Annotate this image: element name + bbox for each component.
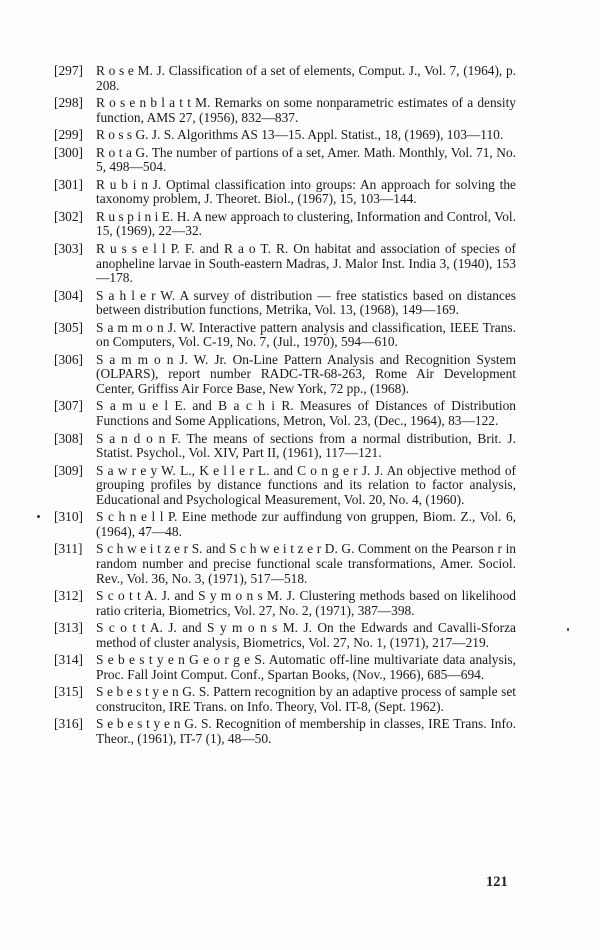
reference-number: [307]: [54, 398, 84, 414]
reference-number: [302]: [54, 208, 84, 224]
reference-number: [305]: [54, 319, 84, 335]
scan-speck: [37, 515, 40, 518]
reference-number: [303]: [54, 241, 84, 257]
reference-text: S c h w e i t z e r S. and S c h w e i t z e r D. G. Comment on the Pearson r in random number and precise functional scale transformations, Amer. Sociol. Rev., Vol. 36, No. 3, (1971), 517—518.: [96, 541, 516, 586]
reference-entry: [54, 210, 516, 239]
reference-text: S a m m o n J. W. Jr. On-Line Pattern Analysis and Recognition System (OLPARS), report number RADC-TR-68-263, Rome Air Development Center, Griffiss Air Force Base, New York, 72 pp., (1968).: [96, 351, 516, 396]
reference-number: [316]: [54, 716, 84, 732]
reference-text: S e b e s t y e n G. S. Pattern recognition by an adaptive process of sample set construciton, IRE Trans. on Info. Theory, Vol. IT-8, (Sept. 1962).: [96, 684, 516, 714]
reference-entry: [54, 289, 516, 318]
reference-entry: [54, 96, 516, 125]
reference-entry: [54, 399, 516, 428]
reference-entry: [54, 146, 516, 175]
reference-text: R o t a G. The number of partions of a set, Amer. Math. Monthly, Vol. 71, No. 5, 498—504.: [96, 144, 516, 175]
reference-number: [300]: [54, 144, 84, 160]
reference-text: S a w r e y W. L., K e l l e r L. and C o n g e r J. J. An objective method of grouping profiles by distance functions and its relation to factor analysis, Educational and Psychological Measurement, Vol. 20, No. 4, (1960).: [96, 462, 516, 507]
reference-text: S e b e s t y e n G e o r g e S. Automatic off-line multivariate data analysis, Proc. Fall Joint Comput. Conf., Spartan Books, (Nov., 1966), 685—694.: [96, 652, 516, 682]
reference-number: [297]: [54, 63, 84, 78]
reference-text: R o s e n b l a t t M. Remarks on some nonparametric estimates of a density function, AMS 27, (1956), 832—837.: [96, 95, 516, 125]
reference-number: [315]: [54, 684, 84, 700]
page-number: 121: [486, 874, 508, 890]
reference-text: S e b e s t y e n G. S. Recognition of membership in classes, IRE Trans. Info. Theor., (1961), IT-7 (1), 48—50.: [96, 716, 516, 746]
reference-text: R u b i n J. Optimal classification into groups: An approach for solving the taxonomy problem, J. Theoret. Biol., (1967), 15, 103—144.: [96, 176, 516, 207]
reference-entry: [54, 685, 516, 714]
reference-entry: [54, 321, 516, 350]
reference-text: S c o t t A. J. and S y m o n s M. J. On the Edwards and Cavalli-Sforza method of cluster analysis, Biometrics, Vol. 27, No. 1, (1971), 217—219.: [96, 620, 516, 650]
reference-text: S c h n e l l P. Eine methode zur auffindung von gruppen, Biom. Z., Vol. 6, (1964), 47—48.: [96, 509, 516, 539]
reference-number: [299]: [54, 127, 84, 143]
reference-number: [313]: [54, 620, 84, 636]
reference-text: S a n d o n F. The means of sections from a normal distribution, Brit. J. Statist. Psychol., Vol. XIV, Part II, (1961), 117—121.: [96, 430, 516, 461]
reference-number: [304]: [54, 287, 84, 303]
reference-text: R u s s e l l P. F. and R a o T. R. On habitat and association of species of anopheline larvae in South-eastern Madras, J. Malor Inst. India 3, (1940), 153—178.: [96, 241, 516, 286]
reference-number: [312]: [54, 588, 84, 604]
reference-number: [310]: [54, 509, 84, 525]
reference-text: R o s s G. J. S. Algorithms AS 13—15. Appl. Statist., 18, (1969), 103—110.: [96, 127, 504, 143]
reference-list: [54, 64, 516, 750]
reference-entry: [54, 128, 516, 143]
reference-entry: [54, 64, 516, 93]
reference-entry: [54, 353, 516, 397]
reference-number: [311]: [54, 541, 83, 557]
reference-number: [314]: [54, 652, 84, 668]
reference-entry: [54, 242, 516, 286]
reference-entry: [54, 542, 516, 586]
reference-entry: [54, 589, 516, 618]
reference-entry: [54, 510, 516, 539]
reference-number: [306]: [54, 351, 84, 367]
reference-number: [309]: [54, 462, 84, 478]
reference-text: S a m u e l E. and B a c h i R. Measures of Distances of Distribution Functions and Some Applications, Metron, Vol. 23, (Dec., 1964), 83—122.: [96, 398, 516, 429]
reference-text: S a h l e r W. A survey of distribution — free statistics based on distances between distribution functions, Metrika, Vol. 13, (1968), 149—169.: [96, 287, 516, 318]
reference-number: [301]: [54, 176, 84, 192]
reference-text: R u s p i n i E. H. A new approach to clustering, Information and Control, Vol. 15, (1969), 22—32.: [96, 208, 516, 239]
reference-entry: [54, 717, 516, 746]
reference-number: [298]: [54, 95, 84, 111]
reference-text: S c o t t A. J. and S y m o n s M. J. Clustering methods based on likelihood ratio criteria, Biometrics, Vol. 27, No. 2, (1971), 387—398.: [96, 588, 516, 618]
reference-number: [308]: [54, 430, 84, 446]
reference-entry: [54, 178, 516, 207]
reference-entry: [54, 653, 516, 682]
reference-text: R o s e M. J. Classification of a set of elements, Comput. J., Vol. 7, (1964), p. 208.: [96, 63, 516, 93]
reference-entry: [54, 432, 516, 461]
scan-speck: [567, 628, 569, 631]
reference-entry: [54, 621, 516, 650]
reference-text: S a m m o n J. W. Interactive pattern analysis and classification, IEEE Trans. on Computers, Vol. C-19, No. 7, (Jul., 1970), 594—610.: [96, 319, 516, 350]
reference-entry: [54, 464, 516, 508]
